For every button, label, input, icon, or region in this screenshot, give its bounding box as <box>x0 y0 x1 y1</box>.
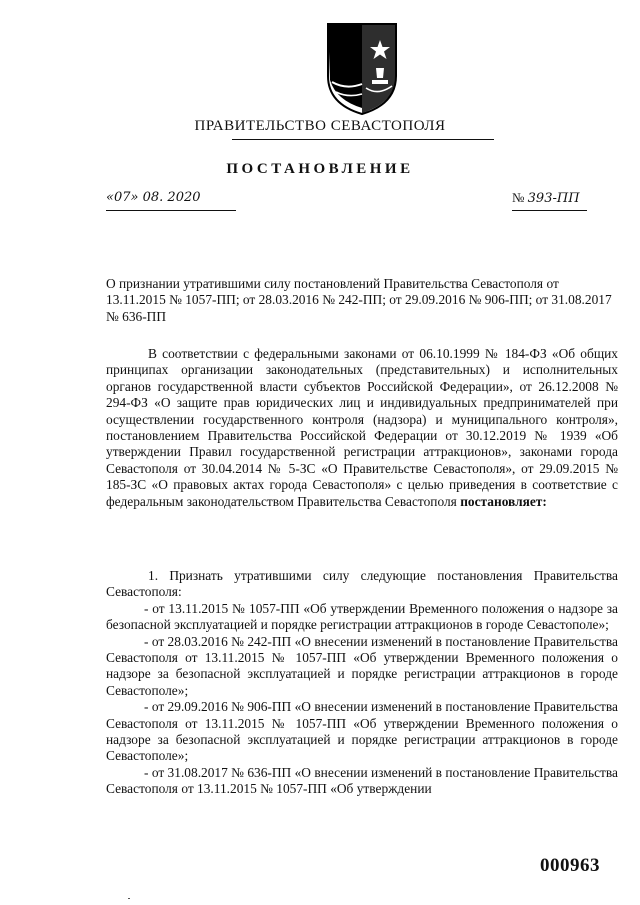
sevastopol-coat-of-arms-icon <box>322 18 402 118</box>
list-item: - от 28.03.2016 № 242-ПП «О внесении изменений в постановление Правительства Севастополя от 13.11.2015 № 1057-ПП «Об утверждении Временного положения о надзоре за безопасной эксплуатацией и порядке регистрации аттракционов в городе Севастополе»; <box>106 633 618 698</box>
title-underline <box>232 139 494 140</box>
form-serial-number: 000963 <box>540 855 600 876</box>
list-item: - от 31.08.2017 № 636-ПП «О внесении изменений в постановление Правительства Севастополя от 13.11.2015 № 1057-ПП «Об утверждении <box>106 764 618 797</box>
date-field <box>106 190 236 211</box>
number-sign: № <box>512 190 525 205</box>
document-subject: О признании утратившими силу постановлений Правительства Севастополя от 13.11.2015 № 1057-ПП; от 28.03.2016 № 242-ПП; от 29.09.2016 № 906-ПП; от 31.08.2017 № 636-ПП <box>106 276 612 324</box>
resolution-verb: постановляет: <box>460 493 547 509</box>
document-number-field <box>512 190 587 211</box>
item-1-intro: 1. Признать утратившими силу следующие постановления Правительства Севастополя: <box>106 568 618 600</box>
document-number: 393-ПП <box>527 191 580 206</box>
item-1-section <box>106 568 618 798</box>
preamble-text: В соответствии с федеральными законами от 06.10.1999 № 184-ФЗ «Об общих принципах организации законодательных (представительных) и исполнительных органов государственной власти субъектов Российской Федерации», от 26.12.2008 № 294-ФЗ «О защите прав юридических лиц и индивидуальных предпринимателей при осуществлении государственного контроля (надзора) и муниципального контроля», постановлением Правительства Российской Федерации от 30.12.2019 № 1939 «Об утверждении Правил государственной регистрации аттракционов», законами города Севастополя от 30.04.2014 № 5-ЗС «О Правительстве Севастополя», от 29.09.2015 № 185-ЗС «О правовых актах города Севастополя» с целью приведения в соответствие с федеральным законодательством Правительства Севастополя <box>106 346 618 509</box>
list-item: - от 13.11.2015 № 1057-ПП «Об утверждении Временного положения о надзоре за безопасной эксплуатацией и порядке регистрации аттракционов в городе Севастополе»; <box>106 600 618 633</box>
date-close-quote: » <box>130 190 139 205</box>
date-day: 07 <box>113 190 131 205</box>
scan-speck <box>128 898 130 899</box>
government-title: ПРАВИТЕЛЬСТВО СЕВАСТОПОЛЯ <box>194 118 446 134</box>
preamble-paragraph <box>106 346 618 510</box>
date-open-quote: « <box>106 190 114 205</box>
list-item: - от 29.09.2016 № 906-ПП «О внесении изменений в постановление Правительства Севастополя от 13.11.2015 № 1057-ПП «Об утверждении Временного положения о надзоре за безопасной эксплуатацией и порядке регистрации аттракционов в городе Севастополе»; <box>106 699 618 764</box>
date-month-year: 08. 2020 <box>142 190 201 205</box>
document-type-heading: ПОСТАНОВЛЕНИЕ <box>226 161 414 177</box>
